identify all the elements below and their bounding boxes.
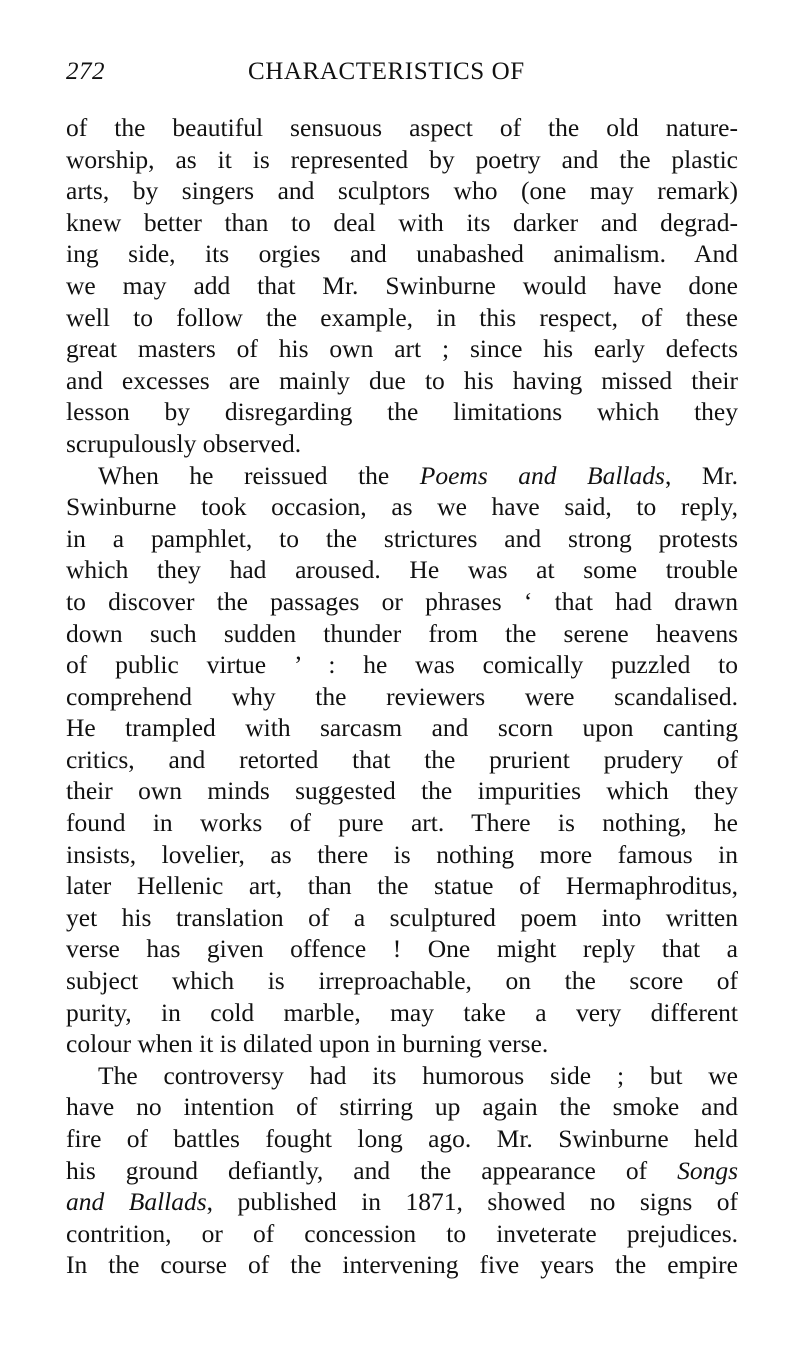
- text-line: purity, in cold marble, may take a very different: [66, 997, 738, 1027]
- text-line: yet his translation of a sculptured poem into written: [66, 902, 738, 932]
- text-line: and excesses are mainly due to his having missed their: [66, 365, 738, 395]
- text-line: Swinburne took occasion, as we have said, to reply,: [66, 492, 738, 522]
- text-line: contrition, or of concession to inveterate prejudices.: [66, 1218, 738, 1248]
- text-line: [66, 1155, 738, 1187]
- text-line: He trampled with sarcasm and scorn upon canting: [66, 713, 738, 743]
- text-line: ing side, its orgies and unabashed animalism. And: [66, 239, 738, 269]
- text-line: subject which is irreproachable, on the score of: [66, 966, 738, 996]
- text-line: their own minds suggested the impurities which they: [66, 776, 738, 806]
- text-run: When he reissued the: [98, 460, 420, 490]
- text-line: insists, lovelier, as there is nothing more famous in: [66, 839, 738, 869]
- paragraph-3: [66, 1060, 738, 1281]
- text-line: found in works of pure art. There is nothing, he: [66, 808, 738, 838]
- book-title-and-ballads: and Ballads: [66, 1187, 207, 1217]
- page-number: 272: [66, 58, 105, 85]
- text-line: in a pamphlet, to the strictures and strong protests: [66, 523, 738, 553]
- text-line: knew better than to deal with its darker and degrad-: [66, 207, 738, 237]
- body-text: [66, 112, 738, 1281]
- running-title: CHARACTERISTICS OF: [248, 58, 525, 85]
- paragraph-1: [66, 112, 738, 460]
- text-line: of public virtue ’ : he was comically puzzled to: [66, 650, 738, 680]
- text-run: , published in 1871, showed no signs of: [206, 1187, 738, 1217]
- paragraph-2: [66, 460, 738, 1060]
- text-line: [66, 460, 738, 492]
- text-line: verse has given offence ! One might reply that a: [66, 934, 738, 964]
- text-line: scrupulously observed.: [66, 428, 302, 458]
- text-line: great masters of his own art ; since his early defects: [66, 334, 738, 364]
- text-line: worship, as it is represented by poetry and the plastic: [66, 144, 738, 174]
- text-line: fire of battles fought long ago. Mr. Swinburne held: [66, 1124, 738, 1153]
- book-title-poems-and-ballads: Poems and Ballads: [419, 460, 665, 490]
- text-line: comprehend why the reviewers were scandalised.: [66, 681, 738, 711]
- text-line: arts, by singers and sculptors who (one may remark): [66, 176, 738, 206]
- text-line: later Hellenic art, than the statue of Hermaphroditus,: [66, 871, 738, 901]
- text-line: The controversy had its humorous side ; but we: [98, 1060, 738, 1090]
- text-run: , Mr.: [664, 460, 738, 490]
- text-line: [66, 1186, 738, 1218]
- text-line: colour when it is dilated upon in burning verse.: [66, 1029, 549, 1059]
- text-line: we may add that Mr. Swinburne would have done: [66, 270, 738, 300]
- text-line: In the course of the intervening five years the empire: [66, 1250, 738, 1280]
- book-title-songs: Songs: [677, 1155, 738, 1185]
- text-line: well to follow the example, in this respect, of these: [66, 302, 738, 332]
- running-header: [66, 58, 738, 92]
- text-line: which they had aroused. He was at some trouble: [66, 555, 738, 585]
- text-line: have no intention of stirring up again the smoke and: [66, 1092, 738, 1122]
- text-line: to discover the passages or phrases ‘ that had drawn: [66, 586, 738, 616]
- text-line: lesson by disregarding the limitations which they: [66, 397, 738, 427]
- text-line: down such sudden thunder from the serene heavens: [66, 618, 738, 648]
- text-run: his ground defiantly, and the appearance of: [66, 1155, 678, 1185]
- text-line: critics, and retorted that the prurient prudery of: [66, 744, 738, 774]
- text-line: of the beautiful sensuous aspect of the old nature-: [66, 113, 738, 142]
